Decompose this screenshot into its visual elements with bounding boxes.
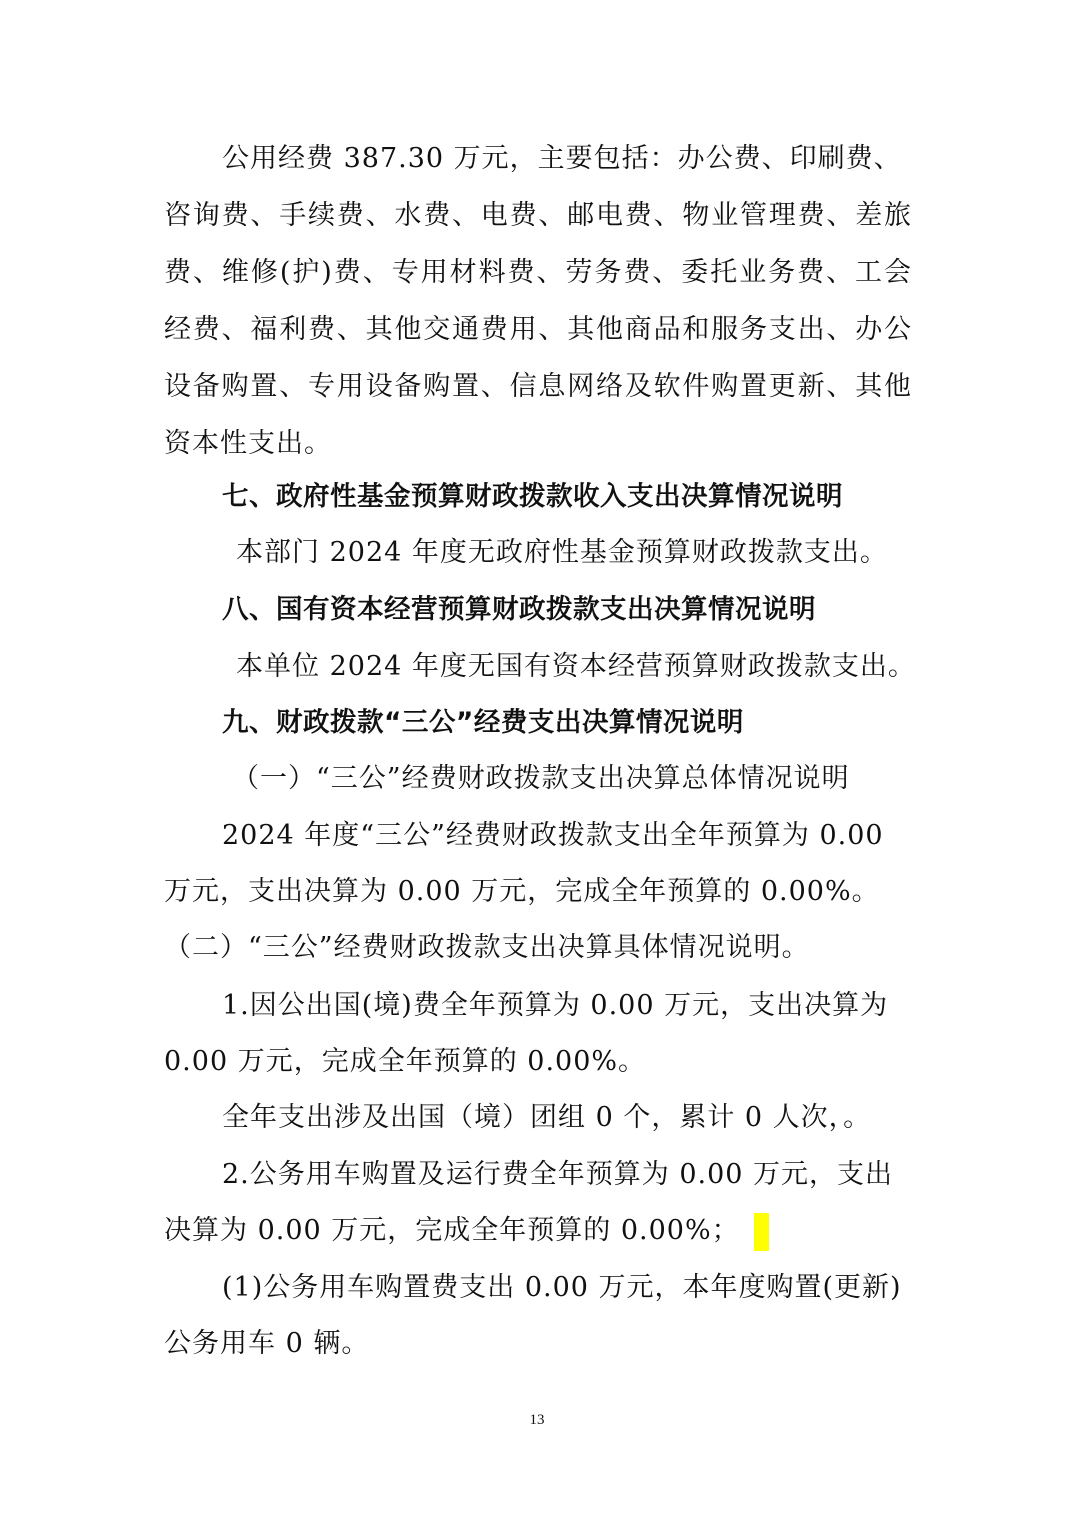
section-heading-9: 九、财政拨款“三公”经费支出决算情况说明 bbox=[222, 707, 744, 738]
paragraph-item-1-groups: 全年支出涉及出国（境）团组 0 个，累计 0 人次，。 bbox=[222, 1102, 872, 1133]
subheading-9-1: （一）“三公”经费财政拨款支出决算总体情况说明 bbox=[232, 763, 850, 794]
section-heading-8: 八、国有资本经营预算财政拨款支出决算情况说明 bbox=[222, 594, 816, 625]
paragraph-item-1-line2: 0.00 万元，完成全年预算的 0.00%。 bbox=[164, 1046, 647, 1077]
paragraph-item-2-1-line2: 公务用车 0 辆。 bbox=[164, 1328, 370, 1359]
page-number: 13 bbox=[529, 1412, 545, 1428]
section-heading-7: 七、政府性基金预算财政拨款收入支出决算情况说明 bbox=[222, 481, 843, 512]
paragraph-item-2-line2 bbox=[164, 1202, 769, 1259]
paragraph-9-1-line2: 万元，支出决算为 0.00 万元，完成全年预算的 0.00%。 bbox=[164, 876, 880, 907]
paragraph-9-1-line1: 2024 年度“三公”经费财政拨款支出全年预算为 0.00 bbox=[222, 820, 884, 851]
paragraph-section-8: 本单位 2024 年度无国有资本经营预算财政拨款支出。 bbox=[236, 651, 916, 682]
paragraph-section-7: 本部门 2024 年度无政府性基金预算财政拨款支出。 bbox=[236, 537, 888, 568]
paragraph-item-2-1-line1: (1)公务用车购置费支出 0.00 万元，本年度购置(更新) bbox=[222, 1272, 902, 1303]
yellow-highlight-mark bbox=[754, 1213, 769, 1251]
paragraph-item-2-line1: 2.公务用车购置及运行费全年预算为 0.00 万元，支出 bbox=[222, 1159, 894, 1190]
paragraph-public-expenses-first-line: 公用经费 387.30 万元，主要包括：办公费、印刷费、 bbox=[222, 143, 902, 174]
paragraph-item-2-line2-text: 决算为 0.00 万元，完成全年预算的 0.00%； bbox=[164, 1215, 740, 1246]
paragraph-item-1-line1: 1.因公出国(境)费全年预算为 0.00 万元，支出决算为 bbox=[222, 990, 889, 1021]
subheading-9-2: （二）“三公”经费财政拨款支出决算具体情况说明。 bbox=[164, 932, 810, 963]
paragraph-public-expenses-body: 咨询费、手续费、水费、电费、邮电费、物业管理费、差旅费、维修(护)费、专用材料费、劳务费、委托业务费、工会经费、福利费、其他交通费用、其他商品和服务支出、办公设备购置、专用设备购置、信息网络及软件购置更新、其他资本性支出。 bbox=[164, 200, 912, 459]
